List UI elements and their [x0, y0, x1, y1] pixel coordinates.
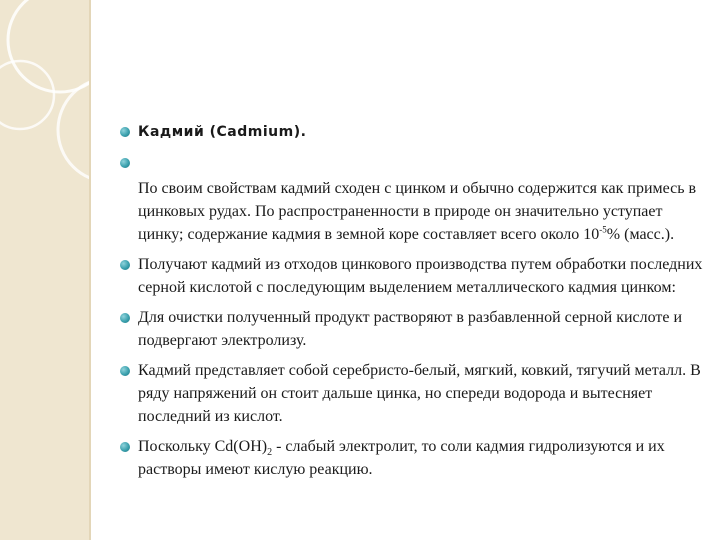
slide-title: Кадмий (Cadmium). [138, 124, 307, 140]
list-item [120, 306, 705, 352]
bullet-icon [120, 260, 130, 270]
bullet-icon [120, 158, 130, 168]
sidebar-divider [89, 0, 91, 540]
paragraph-text: Кадмий представляет собой серебристо-белый, мягкий, ковкий, тягучий металл. В ряду напряжений он стоит дальше цинка, но спереди водорода и вытесняет последний из кислот. [138, 362, 701, 425]
paragraph-text: Поскольку Cd(OH) [138, 438, 268, 455]
decorative-sidebar [0, 0, 89, 540]
paragraph-text: Для очистки полученный продукт растворяют в разбавленной серной кислоте и подвергают электролизу. [138, 309, 683, 349]
list-item [120, 359, 705, 428]
list-item [120, 435, 705, 481]
superscript: -5 [599, 224, 607, 235]
list-item-empty [120, 151, 705, 174]
list-item [120, 253, 705, 299]
paragraph-text: По своим свойствам кадмий сходен с цинком и обычно содержится как примесь в цинковых рудах. По распространенности в природе он значительно уступает цинку; содержание кадмия в земной коре составляет всего около 10 [138, 180, 697, 243]
bullet-icon [120, 366, 130, 376]
decorative-circles [0, 0, 89, 200]
list-item [120, 177, 705, 246]
bullet-icon [120, 127, 130, 137]
paragraph-text-end: % (масс.). [606, 226, 675, 243]
list-item-title [120, 120, 705, 144]
subscript: 2 [267, 447, 273, 459]
paragraph-text: Получают кадмий из отходов цинкового производства путем обработки последних серной кислотой с последующим выделением металлического кадмия цинком: [138, 256, 703, 296]
bullet-icon [120, 313, 130, 323]
slide-content [120, 120, 705, 488]
paragraph-text-end: - слабый электролит, то соли кадмия гидролизуются и их растворы имеют кислую реакцию. [138, 438, 665, 478]
bullet-icon [120, 442, 130, 452]
